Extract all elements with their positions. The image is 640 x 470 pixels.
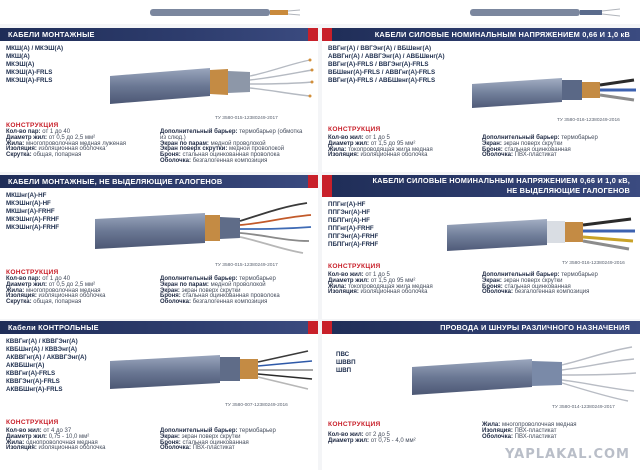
spec-value: ПВХ-пластикат [514,427,557,434]
model-item: МКШнг(А)-HF [6,192,47,199]
spec-value: от 2 до 5 [365,432,390,438]
spec-value: стальная оцинкованная [182,439,249,446]
spec-value: термобарьер [239,428,276,434]
cable-illustration [472,68,637,114]
panel-title: КАБЕЛИ МОНТАЖНЫЕ [0,28,318,41]
spec-value: термобарьер (обмотка из слюд.) [160,129,303,141]
model-item: МКЭШнг(А)-FRHF [6,224,60,231]
cable-illustration [95,197,315,261]
spec-key: Дополнительный барьер: [160,129,238,135]
spec-value: многопроволочная медная [25,287,101,294]
model-item: АКВБШнг(А) [6,362,45,369]
spec-row [328,153,468,159]
spec-value: экран поверх скрутки [503,277,563,284]
spec-left [6,130,146,159]
model-item: ВВГнг(А) / ВВГЭнг(А) / ВБШвнг(А) [328,45,432,52]
panel-montage-halogen-free [0,175,318,319]
panel-title: КАБЕЛИ СИЛОВЫЕ НОМИНАЛЬНЫМ НАПРЯЖЕНИЕМ 0,66 И 1,0 кВ [322,28,640,41]
spec-right [160,277,310,306]
spec-row [328,290,468,296]
spec-key: Изоляция: [328,152,359,159]
model-item: ПБПГнг(А)-FRHF [328,241,379,248]
spec-key: Жила: [328,283,347,290]
tu-label: ТУ 3580-016-12380249-2016 [562,261,625,266]
spec-value: экран поверх скрутки [503,140,563,147]
spec-value: экран поверх скрутки [181,287,241,294]
spec-key: Дополнительный барьер: [482,272,560,278]
spec-key: Изоляция: [482,427,513,434]
spec-row [482,153,632,159]
spec-left [328,273,468,296]
model-item: ППГнг(А)-HF [328,201,366,208]
spec-key: Броня: [482,146,503,153]
spec-value: общая, попарная [33,299,82,306]
spec-left [6,277,146,306]
construction-title: КОНСТРУКЦИЯ [328,263,381,270]
spec-key: Экран: [482,140,502,147]
spec-value: изоляционная оболочка [38,146,106,153]
cable-illustration [110,341,315,401]
model-list [328,201,378,249]
spec-key: Жила: [6,140,25,147]
spec-row [160,159,310,165]
spec-value: безгалогенная композиция [192,157,268,164]
model-item: КВВГнг(А) / КВВГЭнг(А) [6,338,78,345]
spec-value: экран поверх скрутки [181,433,241,440]
header-accent [308,321,318,334]
spec-value: однопроволочная медная [25,439,98,446]
model-item: МКШ(А) / МКЭШ(А) [6,45,64,52]
panel-grid [0,28,640,470]
spec-key: Оболочка: [482,289,513,296]
spec-right [482,136,632,159]
panel-title: Кабели КОНТРОЛЬНЫЕ [0,321,318,334]
spec-key: Экран по парам: [160,281,209,288]
tu-label: ТУ 3580-015-12380249-2017 [215,116,278,121]
header-accent [322,175,332,197]
spec-key: Кол-во жил: [328,432,364,438]
spec-value: многопроволочная медная луженая [25,140,127,147]
spec-value: изоляционная оболочка [360,289,428,296]
spec-row [328,439,468,445]
spec-key: Дополнительный барьер: [160,428,238,434]
model-item: МКШ(А) [6,53,30,60]
spec-key: Диаметр жил: [6,134,48,141]
spec-value: ПВХ-пластикат [514,152,557,159]
model-item: АКВБШнг(А)-FRLS [6,386,63,393]
model-list [6,192,59,232]
header-accent [322,28,332,41]
spec-key: Броня: [160,293,181,300]
cable-illustration [412,343,637,405]
model-item: МКЭШ(А)-FRLS [6,69,53,76]
spec-right [482,423,632,440]
spec-value: от 1,5 до 95 мм² [370,140,416,147]
spec-value: от 4 до 37 [43,428,72,434]
spec-value: безгалогенная композиция [192,299,268,306]
construction-title: КОНСТРУКЦИЯ [6,269,59,276]
spec-value: стальная оцинкованная [504,146,571,153]
top-cable-image-right [470,5,620,19]
spec-value: ПВХ-пластикат [514,433,557,440]
spec-value: токопроводящая жила медная [347,146,433,153]
spec-value: от 1,5 до 95 мм² [370,277,416,284]
construction-title: КОНСТРУКЦИЯ [6,419,59,426]
model-list [328,45,445,85]
top-strip [0,0,640,24]
header-accent [308,28,318,41]
spec-key: Изоляция: [6,445,37,452]
spec-key: Диаметр жил: [328,277,370,284]
spec-key: Скрутка: [6,152,32,159]
panel-title: КАБЕЛИ МОНТАЖНЫЕ, НЕ ВЫДЕЛЯЮЩИЕ ГАЛОГЕНОВ [0,175,318,188]
spec-row [6,446,146,452]
model-item: МКШнг(А)-FRHF [6,208,55,215]
spec-key: Скрутка: [6,299,32,306]
model-item: ПВС [336,351,350,358]
spec-value: многопроволочная медная [501,422,577,428]
spec-value: от 0,75 - 4,0 мм² [370,437,416,444]
spec-row [6,300,146,306]
spec-key: Броня: [160,439,181,446]
spec-value: от 0,5 до 2,5 мм² [48,281,96,288]
spec-value: медной проволокой [210,281,266,288]
construction-title: КОНСТРУКЦИЯ [328,421,381,428]
spec-value: стальная оцинкованная проволока [182,293,280,300]
spec-key: Оболочка: [160,445,191,452]
model-item: ВВГнг(А)-FRLS / ВВГЭнг(А)-FRLS [328,61,429,68]
spec-value: изоляционная оболочка [38,445,106,452]
spec-key: Жила: [6,287,25,294]
spec-key: Кол-во жил: [328,272,364,278]
spec-value: термобарьер [239,276,276,282]
spec-value: медной проволокой [229,146,285,153]
spec-value: стальная оцинкованная [504,283,571,290]
spec-key: Жила: [6,439,25,446]
spec-value: безгалогенная композиция [514,289,590,296]
spec-key: Кол-во жил: [6,428,42,434]
spec-value: от 0,5 до 2,5 мм² [48,134,96,141]
tu-label: ТУ 3580-014-12380249-2017 [552,405,615,410]
panel-wires-cords [322,321,640,470]
model-item: АВВГнг(А) / АВВГЭнг(А) / АВБШвнг(А) [328,53,445,60]
model-item: КВВГЭнг(А)-FRLS [6,378,60,385]
spec-key: Экран по парам: [160,140,209,147]
spec-key: Оболочка: [160,299,191,306]
spec-key: Жила: [328,146,347,153]
model-item: КВБШнг(А) / КВВЭнг(А) [6,346,77,353]
spec-row [482,435,632,441]
spec-value: токопроводящая жила медная [347,283,433,290]
model-item: МКЭШнг(А)-FRHF [6,216,60,223]
model-item: КВВГнг(А)-FRLS [6,370,56,377]
spec-key: Броня: [160,152,181,159]
spec-right [482,273,632,296]
model-list [6,338,87,394]
model-item: ВБШвнг(А)-FRLS / АВВГнг(А)-FRLS [328,69,436,76]
model-item: ППГЭнг(А)-FRHF [328,233,379,240]
top-cable-image-left [150,5,300,19]
cable-illustration [447,207,637,257]
spec-value: 0,75 - 10,0 мм² [48,433,90,440]
spec-row [160,446,310,452]
spec-value: от 1 до 40 [42,129,71,135]
construction-title: КОНСТРУКЦИЯ [6,122,59,129]
model-item: ШВВП [336,359,356,366]
spec-key: Кол-во пар: [6,276,41,282]
header-accent [308,175,318,188]
spec-left [328,136,468,159]
spec-row [482,290,632,296]
spec-right [160,429,310,452]
spec-left [6,429,146,452]
model-item: ППГЭнг(А)-HF [328,209,371,216]
spec-key: Диаметр жил: [328,140,370,147]
spec-key: Кол-во жил: [328,135,364,141]
panel-title-line1: КАБЕЛИ СИЛОВЫЕ НОМИНАЛЬНЫМ НАПРЯЖЕНИЕМ 0,66 И 1,0 кВ, [372,176,630,185]
tu-label: ТУ 3580-016-12380249-2016 [557,118,620,123]
spec-value: изоляционная оболочка [38,293,106,300]
spec-key: Диаметр жил: [328,437,370,444]
model-item: МКЭШнг(А)-HF [6,200,51,207]
spec-value: от 1 до 5 [365,135,390,141]
spec-key: Дополнительный барьер: [160,276,238,282]
tu-label: ТУ 3580-007-12380249-2016 [225,403,288,408]
spec-value: изоляционная оболочка [360,152,428,159]
construction-title: КОНСТРУКЦИЯ [328,126,381,133]
model-item: ППГнг(А)-FRHF [328,225,374,232]
spec-value: медной проволокой [210,140,266,147]
cable-illustration [110,50,315,116]
spec-key: Жила: [482,422,501,428]
spec-key: Кол-во пар: [6,129,41,135]
model-item: МКЭШ(А) [6,61,35,68]
panel-title [322,175,640,197]
spec-left [328,433,468,445]
spec-key: Экран: [160,433,180,440]
panel-power-halogen-free [322,175,640,319]
spec-row [6,153,146,159]
panel-control-cables [0,321,318,470]
spec-key: Броня: [482,283,503,290]
panel-montage-cables [0,28,318,172]
spec-key: Дополнительный барьер: [482,135,560,141]
spec-key: Оболочка: [482,152,513,159]
spec-key: Экран поверх скрутки: [160,146,228,153]
spec-row [160,300,310,306]
spec-key: Экран: [482,277,502,284]
model-list [6,45,63,85]
spec-key: Оболочка: [482,433,513,440]
spec-key: Изоляция: [328,289,359,296]
model-list [336,351,356,375]
spec-key: Диаметр жил: [6,281,48,288]
spec-value: ПВХ-пластикат [192,445,235,452]
tu-label: ТУ 3580-015-12380249-2017 [215,263,278,268]
spec-key: Изоляция: [6,293,37,300]
spec-key: Диаметр жил: [6,433,48,440]
spec-value: от 1 до 5 [365,272,390,278]
model-item: ПБПГнг(А)-HF [328,217,370,224]
spec-value: стальная оцинкованная проволока [182,152,280,159]
spec-value: термобарьер [561,272,598,278]
spec-key: Экран: [160,287,180,294]
spec-key: Оболочка: [160,157,191,164]
model-item: АКВВГнг(А) / АКВВГЭнг(А) [6,354,87,361]
header-accent [322,321,332,334]
spec-value: термобарьер [561,135,598,141]
panel-title-line2: НЕ ВЫДЕЛЯЮЩИЕ ГАЛОГЕНОВ [506,186,630,195]
spec-right [160,130,310,165]
model-item: МКЭШ(А)-FRLS [6,77,53,84]
model-item: ВВГнг(А)-FRLS / АВБШвнг(А)-FRLS [328,77,436,84]
panel-power-cables [322,28,640,172]
spec-value: от 1 до 40 [42,276,71,282]
watermark-text: YAPLAKAL.COM [505,447,630,462]
spec-value: общая, попарная [33,152,82,159]
model-item: ШВП [336,367,352,374]
panel-title: ПРОВОДА И ШНУРЫ РАЗЛИЧНОГО НАЗНАЧЕНИЯ [322,321,640,334]
spec-key: Изоляция: [6,146,37,153]
